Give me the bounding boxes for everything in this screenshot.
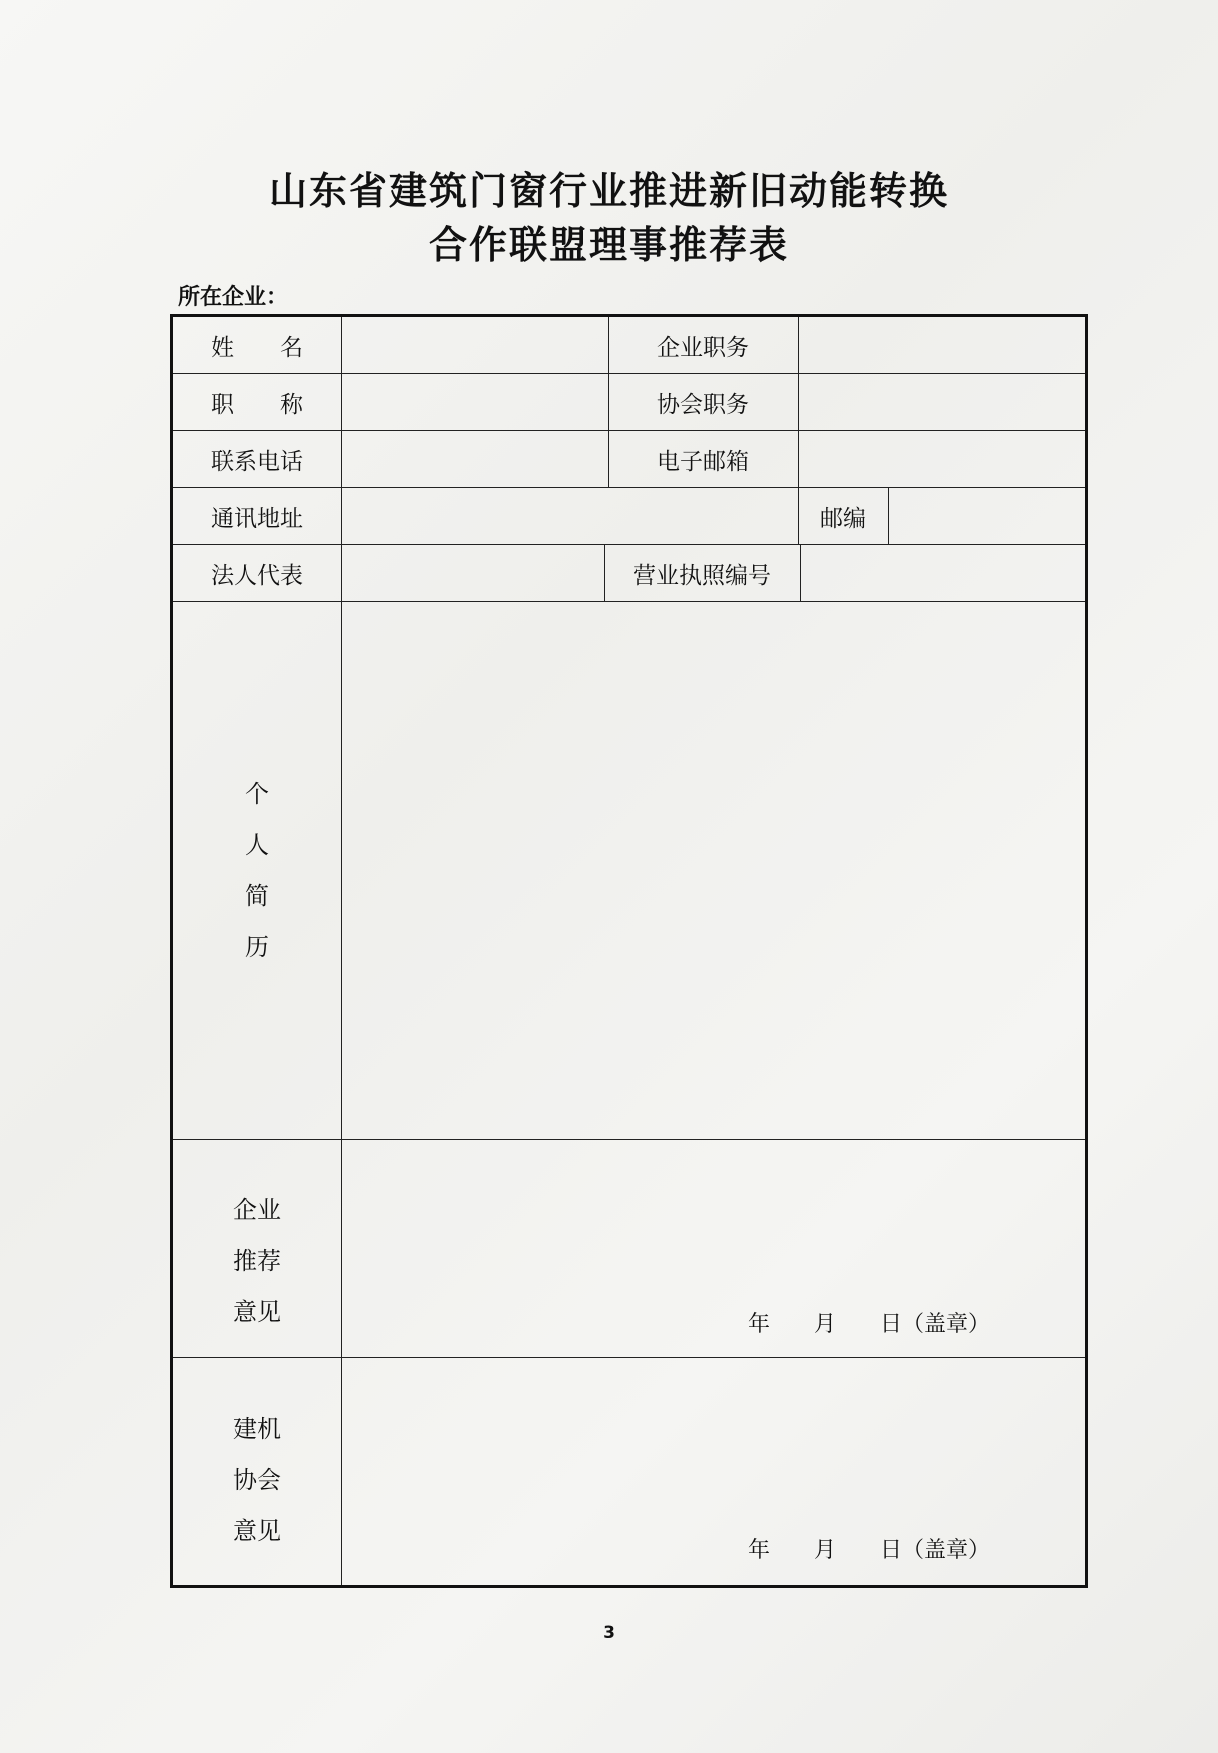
resume-field[interactable] — [343, 603, 1085, 1139]
address-field[interactable] — [343, 488, 798, 544]
column-divider — [798, 317, 799, 487]
phone-field[interactable] — [343, 431, 608, 487]
company-opinion-label-line: 企业 — [233, 1196, 281, 1224]
title-label: 职 称 — [211, 391, 303, 418]
name-field[interactable] — [343, 317, 608, 373]
company-position-field[interactable] — [800, 317, 1085, 373]
row-divider — [173, 1139, 1085, 1140]
column-divider — [888, 487, 889, 544]
recommendation-form — [170, 314, 1088, 1588]
association-opinion-label-line: 意见 — [233, 1517, 281, 1545]
company-opinion-label — [173, 1185, 341, 1338]
address-label: 通讯地址 — [211, 505, 303, 532]
column-divider — [800, 544, 801, 601]
row-divider — [173, 1357, 1085, 1358]
resume-label-char: 人 — [245, 831, 269, 859]
name-label: 姓 名 — [211, 334, 303, 361]
resume-label-char: 简 — [245, 882, 269, 910]
license-field[interactable] — [802, 545, 1085, 601]
association-opinion-label-line: 建机 — [233, 1415, 281, 1443]
email-field[interactable] — [800, 431, 1085, 487]
legal-rep-label: 法人代表 — [211, 562, 303, 589]
document-title-line2: 合作联盟理事推荐表 — [428, 223, 789, 267]
resume-label-char: 个 — [245, 780, 269, 808]
company-position-label: 企业职务 — [657, 334, 749, 361]
legal-rep-field[interactable] — [343, 545, 604, 601]
email-label: 电子邮箱 — [657, 448, 749, 475]
postcode-field[interactable] — [890, 488, 1085, 544]
company-opinion-label-line: 意见 — [233, 1298, 281, 1326]
title-field[interactable] — [343, 374, 608, 430]
postcode-label: 邮编 — [820, 505, 866, 532]
association-opinion-label — [173, 1404, 341, 1557]
row-divider — [173, 601, 1085, 602]
association-position-field[interactable] — [800, 374, 1085, 430]
company-opinion-label-line: 推荐 — [233, 1247, 281, 1275]
resume-label-char: 历 — [245, 933, 269, 961]
phone-label: 联系电话 — [211, 448, 303, 475]
association-signature-date: 年 月 日（盖章） — [748, 1538, 991, 1563]
license-label: 营业执照编号 — [633, 562, 771, 589]
label-column-divider — [341, 317, 342, 1585]
document-title-line1: 山东省建筑门窗行业推进新旧动能转换 — [268, 169, 949, 213]
page-number: 3 — [603, 1623, 615, 1643]
association-position-label: 协会职务 — [657, 391, 749, 418]
company-signature-date: 年 月 日（盖章） — [748, 1312, 991, 1337]
resume-label — [173, 769, 341, 973]
association-opinion-label-line: 协会 — [233, 1466, 281, 1494]
company-label: 所在企业： — [178, 285, 289, 310]
